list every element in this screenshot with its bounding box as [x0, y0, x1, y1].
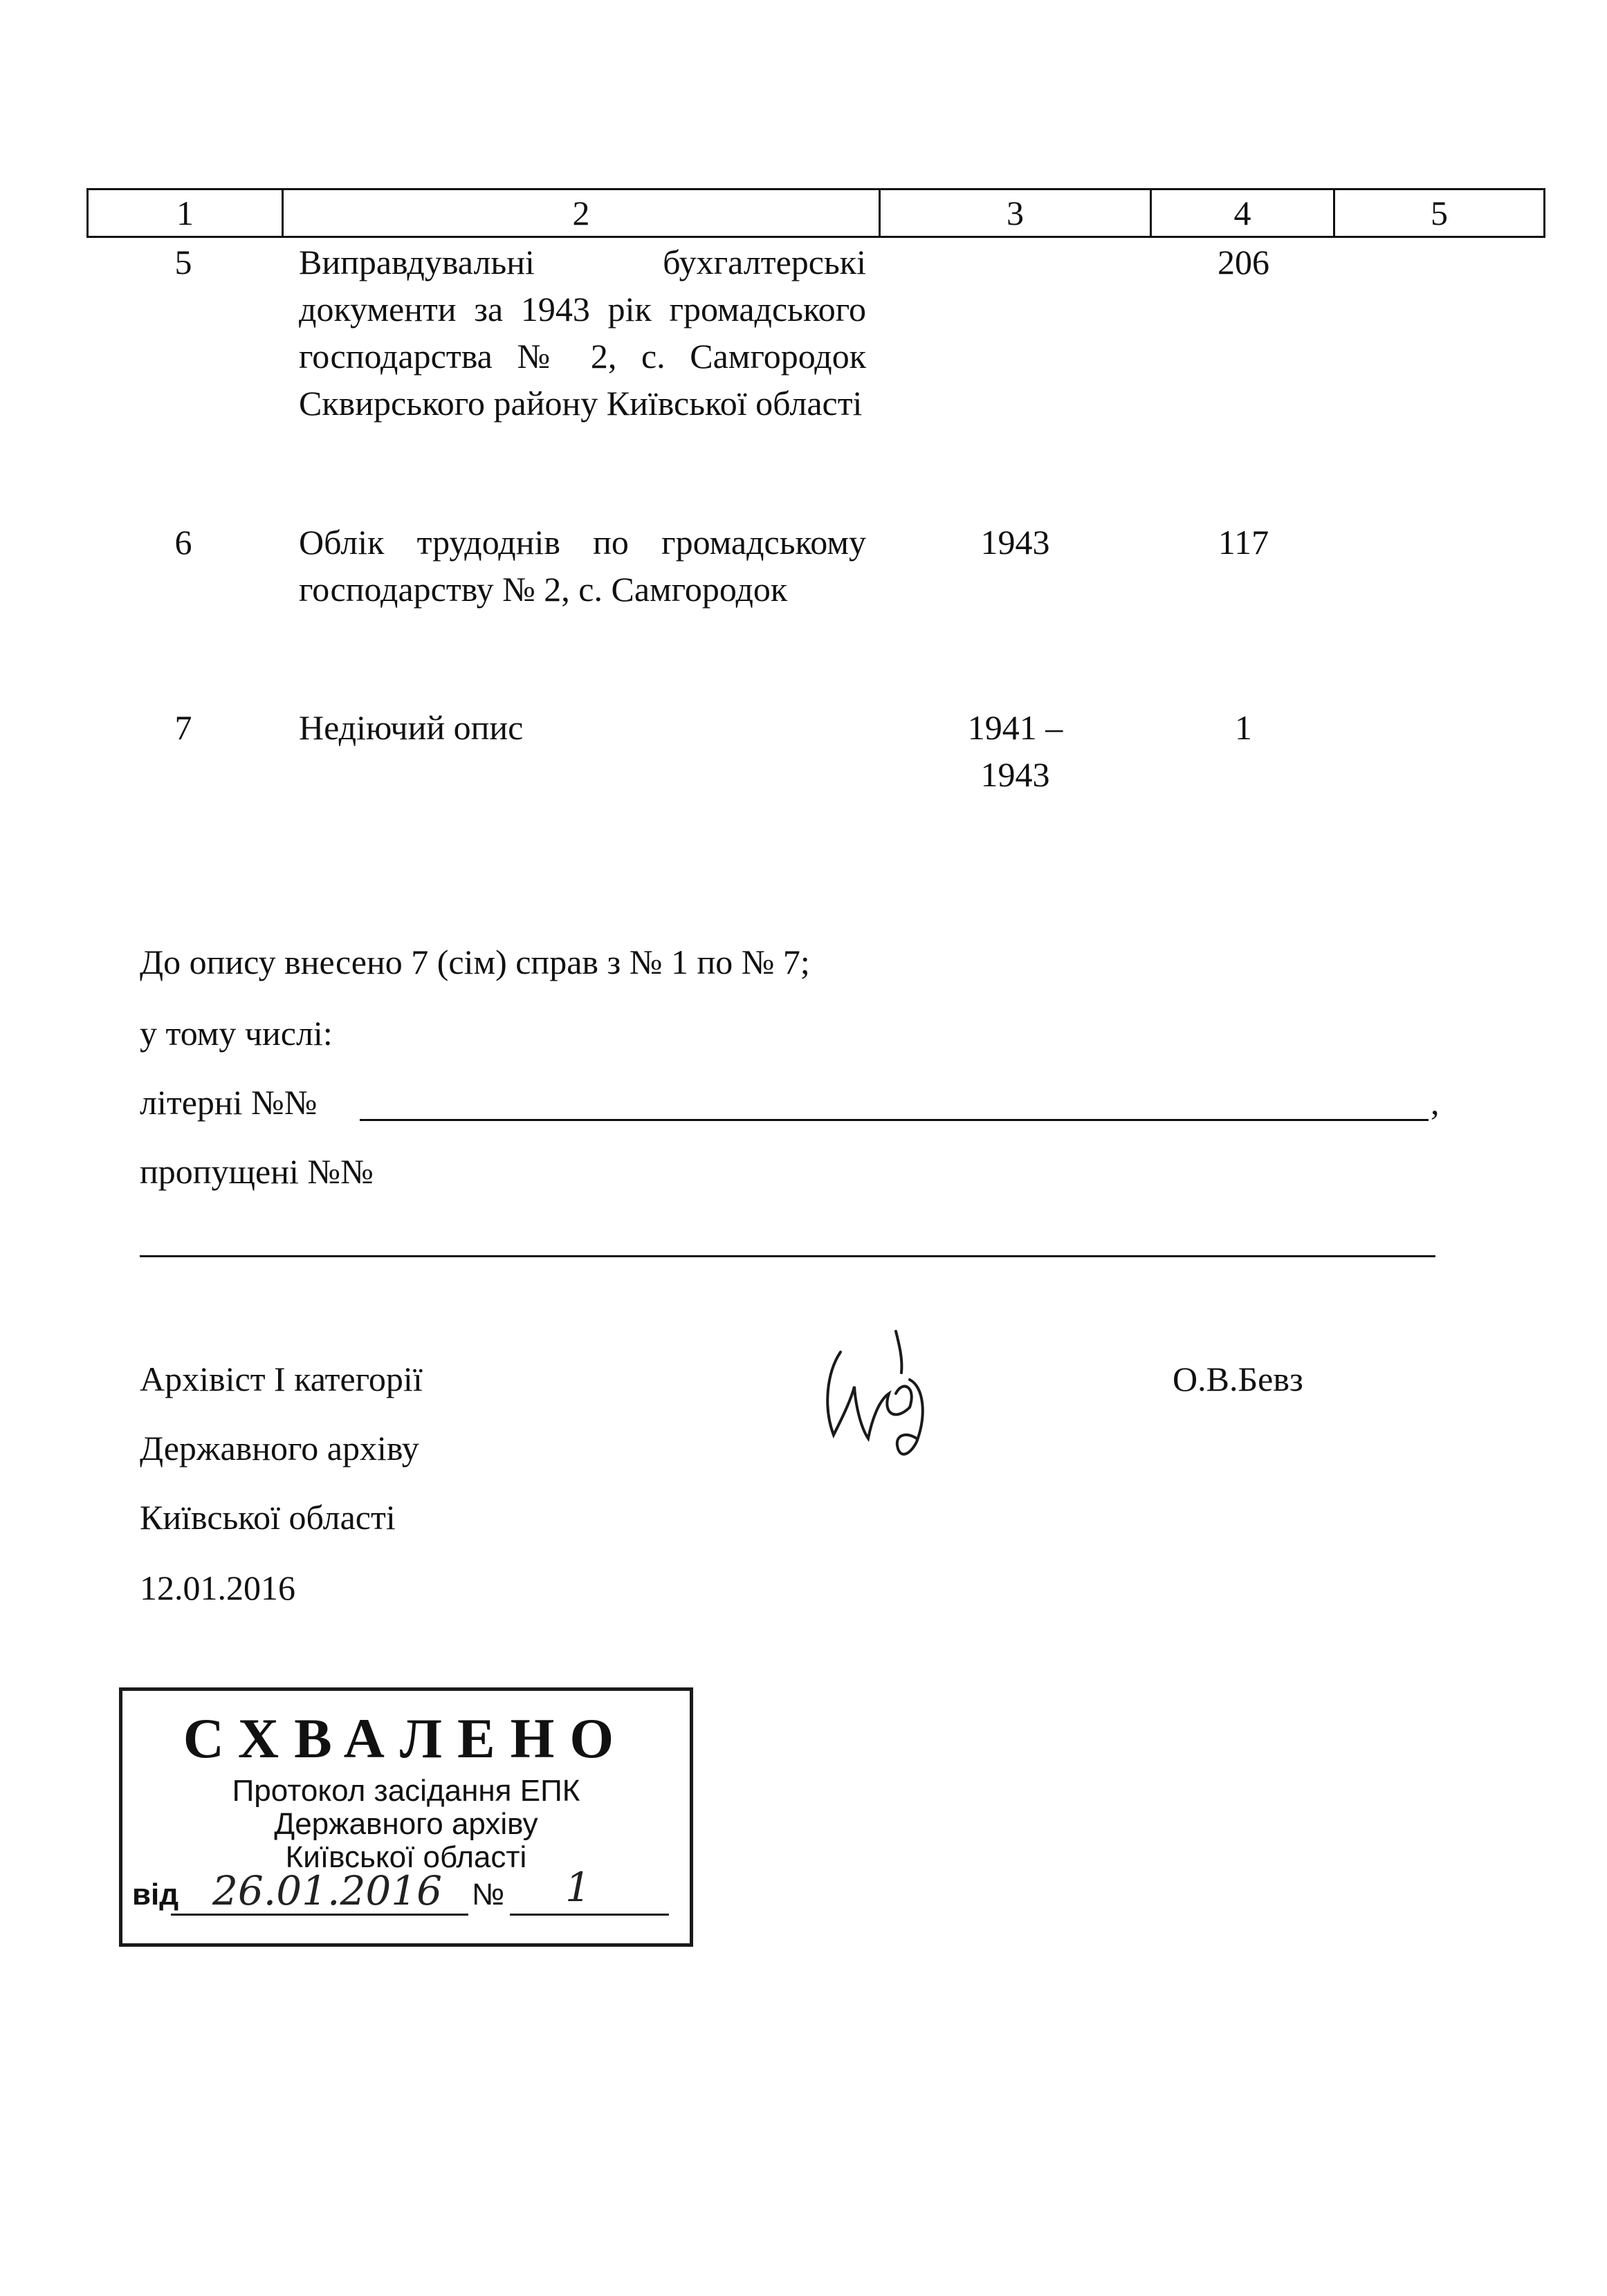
header-col-5: 5 — [1431, 194, 1448, 232]
summary-missed-label: пропущені №№ — [140, 1152, 374, 1191]
stamp-number-line — [510, 1914, 669, 1916]
row-sheets: 206 — [1218, 243, 1269, 281]
summary-including: у тому числі: — [140, 1014, 333, 1053]
row-title: Облік трудоднів по громадському господарству № 2, с. Самгородок — [299, 523, 866, 609]
row-dates: 1943 — [980, 523, 1050, 562]
row-sheets: 1 — [1235, 708, 1252, 747]
row-number: 6 — [174, 523, 192, 562]
header-col-2: 2 — [284, 190, 881, 236]
header-col-1: 1 — [89, 190, 284, 236]
signer-position-line-2: Державного архіву — [140, 1429, 419, 1468]
row-number: 5 — [174, 243, 192, 281]
row-title: Недіючий опис — [299, 708, 524, 747]
letter-numbers-blank-line — [360, 1119, 1429, 1121]
row-sheets: 117 — [1218, 523, 1269, 562]
stamp-handwritten-date: 26.01.2016 — [212, 1867, 443, 1914]
missed-numbers-blank-line — [140, 1255, 1435, 1257]
row-dates-line-2: 1943 — [980, 755, 1050, 794]
stamp-line-1: Протокол засідання ЕПК — [232, 1774, 580, 1808]
signer-position-line-1: Архівіст І категорії — [140, 1360, 423, 1398]
signer-name: О.В.Бевз — [1173, 1360, 1303, 1398]
row-title: Виправдувальні бухгалтерські документи за 1943 рік громадського господарства № 2, с. Самгородок Сквирського району Київської області — [299, 243, 866, 423]
row-number: 7 — [174, 708, 192, 747]
stamp-from-label: від — [132, 1878, 179, 1911]
summary-total: До опису внесено 7 (сім) справ з № 1 по № 7; — [140, 943, 810, 981]
approval-stamp — [119, 1687, 693, 1947]
stamp-handwritten-number: 1 — [565, 1864, 591, 1911]
signature-date: 12.01.2016 — [140, 1568, 295, 1607]
stamp-line-2: Державного архіву — [274, 1807, 538, 1841]
stamp-line-3: Київської області — [285, 1840, 527, 1874]
stamp-number-label: № — [472, 1878, 505, 1911]
table-header-row — [86, 188, 1545, 238]
stamp-date-line — [171, 1914, 468, 1916]
stamp-title: СХВАЛЕНО — [183, 1707, 630, 1770]
row-dates-line-1: 1941 – — [967, 708, 1063, 747]
summary-letter-label: літерні №№ — [140, 1083, 318, 1122]
header-col-4: 4 — [1152, 190, 1335, 236]
handwritten-signature — [813, 1317, 944, 1476]
signer-position-line-3: Київської області — [140, 1498, 396, 1537]
header-col-3: 3 — [881, 190, 1152, 236]
summary-letter-end: , — [1431, 1083, 1440, 1122]
